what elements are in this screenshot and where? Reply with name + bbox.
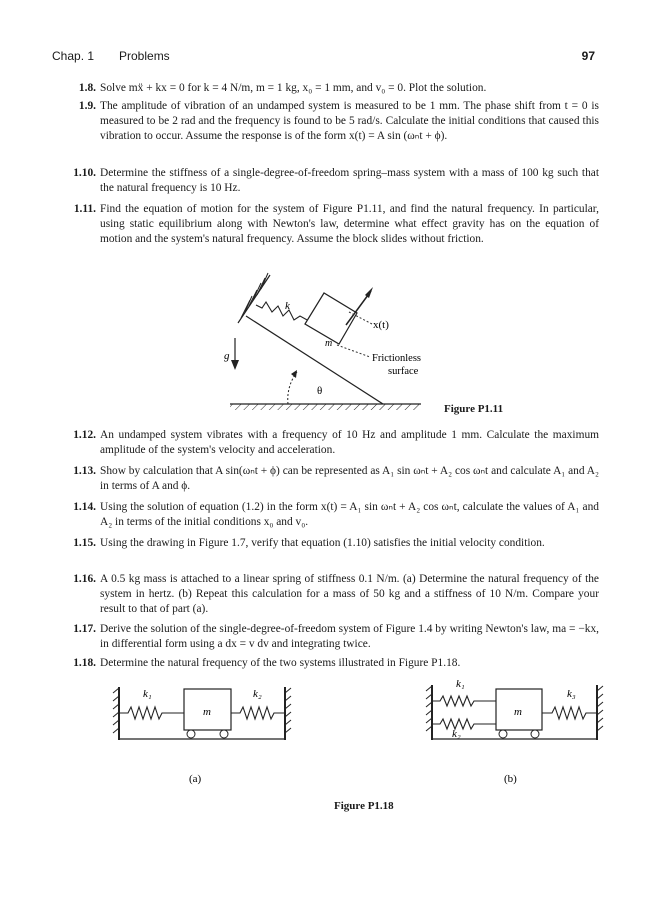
problem-number: 1.13. xyxy=(73,465,96,477)
problem-number: 1.11. xyxy=(73,203,96,215)
wheel-icon xyxy=(220,730,228,738)
subfigure-label-a: (a) xyxy=(189,773,202,785)
problem-text: Solve mẍ + kx = 0 for k = 4 N/m, m = 1 kg, x₀ = 1 mm, and v₀ = 0. Plot the solution. xyxy=(100,82,487,94)
label-m: m xyxy=(203,706,211,718)
spring-k2 xyxy=(432,719,496,729)
problem-number: 1.17. xyxy=(73,623,96,635)
chapter-label: Chap. 1 xyxy=(52,49,95,63)
problem-text: Determine the natural frequency of the two systems illustrated in Figure P1.18. xyxy=(100,657,461,669)
label-k3: k₃ xyxy=(567,688,576,700)
spring-k1 xyxy=(432,696,496,706)
problem-text: An undamped system vibrates with a frequency of 10 Hz and amplitude 1 mm. Calculate the maximum amplitude of the system's velocity and acceleration. xyxy=(100,429,599,457)
wheel-icon xyxy=(499,730,507,738)
label-k1: k₁ xyxy=(456,678,465,690)
label-k1: k₁ xyxy=(143,688,152,700)
page-number: 97 xyxy=(581,49,595,63)
problem-text: Using the drawing in Figure 1.7, verify that equation (1.10) satisfies the initial velocity condition. xyxy=(100,537,545,549)
problem-number: 1.12. xyxy=(73,429,96,441)
problem-text: The amplitude of vibration of an undamped system is measured to be 1 mm. The phase shift from t = 0 is measured to be 2 rad and the frequency is found to be 5 rad/s. Calculate the initial conditions that caused this vibration to occur. Assume the response is of the form x(t) = A sin (ωₙt + ϕ). xyxy=(100,100,599,143)
problem-text: A 0.5 kg mass is attached to a linear spring of stiffness 0.1 N/m. (a) Determine the natural frequency of the system in hertz. (b) Repeat this calculation for a mass of 50 kg and a stiffness of 10 N/m. Compare your result to that of part (a). xyxy=(100,573,599,616)
problem-text: Derive the solution of the single-degree-of-freedom system of Figure 1.4 by writing Newton's law, ma = −kx, in differential form using a dx = v dv and integrating twice. xyxy=(100,623,599,651)
label-theta: θ xyxy=(317,385,323,397)
problem-number: 1.16. xyxy=(73,573,96,585)
problem-number: 1.10. xyxy=(73,167,96,179)
label-k2: k₂ xyxy=(253,688,262,700)
figure-p1-18-b xyxy=(426,678,603,785)
problem-text: Using the solution of equation (1.2) in the form x(t) = A₁ sin ωₙt + A₂ cos ωₙt, calculate the values of A₁ and A₂ in terms of the initial conditions x₀ and v₀. xyxy=(100,501,599,529)
spring-k2 xyxy=(231,707,285,719)
figure-caption-p1-18: Figure P1.18 xyxy=(334,800,394,812)
label-surface: surface xyxy=(388,366,419,377)
label-k: k xyxy=(285,300,290,312)
label-g: g xyxy=(224,350,230,362)
problem-number: 1.9. xyxy=(78,100,96,112)
spring-k3 xyxy=(542,707,597,719)
wheel-icon xyxy=(187,730,195,738)
label-m: m xyxy=(325,338,333,349)
figure-caption-p1-11: Figure P1.11 xyxy=(444,403,504,415)
label-m: m xyxy=(514,706,522,718)
label-x: x(t) xyxy=(373,319,389,331)
subfigure-label-b: (b) xyxy=(504,773,517,785)
problem-number: 1.8. xyxy=(78,82,96,94)
wheel-icon xyxy=(531,730,539,738)
spring-k1 xyxy=(119,707,184,719)
problem-number: 1.14. xyxy=(73,501,96,513)
problem-number: 1.15. xyxy=(73,537,96,549)
problem-number: 1.18. xyxy=(73,657,96,669)
label-k2: k₂ xyxy=(452,728,461,740)
problem-text: Determine the stiffness of a single-degree-of-freedom spring–mass system with a mass of 100 kg such that the natural frequency is 10 Hz. xyxy=(100,167,599,195)
section-label: Problems xyxy=(119,49,170,63)
label-frictionless: Frictionless xyxy=(372,353,421,364)
figure-p1-18-a xyxy=(113,687,291,785)
problem-text: Find the equation of motion for the system of Figure P1.11, and find the natural frequency. In particular, using static equilibrium along with Newton's law, determine what effect gravity has on the equation of motion and the system's natural frequency. Assume the block slides without friction. xyxy=(100,203,599,246)
problem-text: Show by calculation that A sin(ωₙt + ϕ) can be represented as A₁ sin ωₙt + A₂ cos ωₙt and calculate A₁ and A₂ in terms of A and ϕ. xyxy=(100,465,599,493)
